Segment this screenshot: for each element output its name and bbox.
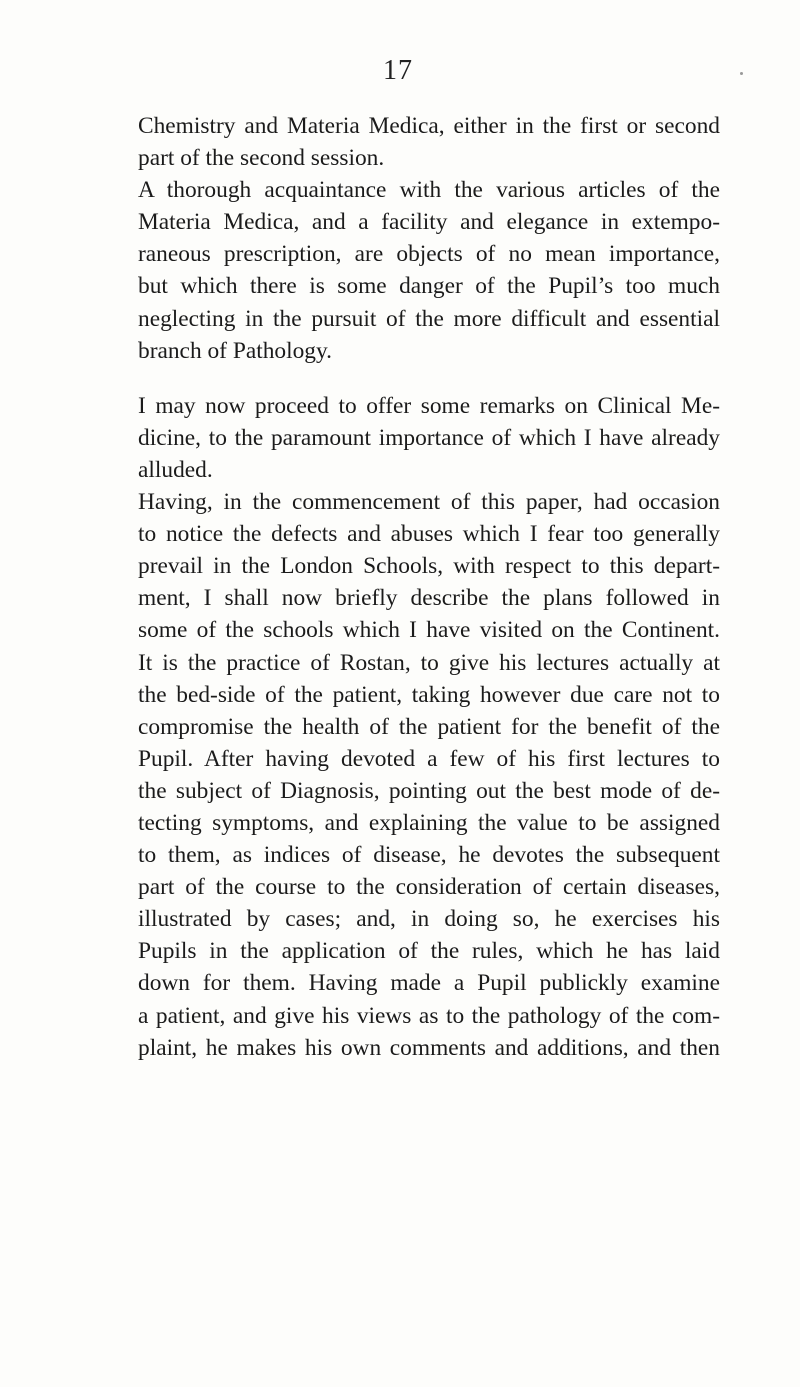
paragraph-3: [138, 390, 720, 486]
text-line: the bed-side of the patient, taking however due care not to: [138, 681, 720, 708]
text-line: alluded.: [138, 456, 213, 483]
paragraph-2: [138, 174, 720, 367]
text-line: dicine, to the paramount importance of which I have already: [138, 424, 720, 451]
margin-speck: [740, 72, 743, 75]
text-line: branch of Pathology.: [138, 337, 333, 364]
paragraph-gap: [138, 367, 720, 390]
text-line: but which there is some danger of the Pupil’s too much: [138, 273, 720, 300]
text-line: I may now proceed to offer some remarks on Clinical Me-: [138, 392, 720, 419]
text-line: a patient, and give his views as to the pathology of the com-: [138, 1002, 720, 1029]
text-line: Having, in the commencement of this paper, had occasion: [138, 489, 720, 516]
paragraph-4: [138, 486, 720, 1064]
text-line: some of the schools which I have visited on the Continent.: [138, 617, 720, 644]
text-line: tecting symptoms, and explaining the value to be assigned: [138, 809, 720, 836]
text-line: down for them. Having made a Pupil publickly examine: [138, 970, 720, 997]
text-line: part of the course to the consideration of certain diseases,: [138, 874, 720, 901]
text-line: compromise the health of the patient for the benefit of the: [138, 713, 720, 740]
text-line: to notice the defects and abuses which I fear too generally: [138, 521, 720, 548]
page-body-text: [138, 110, 720, 1064]
text-line: ment, I shall now briefly describe the plans followed in: [138, 585, 720, 612]
text-line: A thorough acquaintance with the various articles of the: [138, 177, 720, 204]
text-line: Materia Medica, and a facility and elegance in extempo-: [138, 209, 720, 236]
text-line: It is the practice of Rostan, to give his lectures actually at: [138, 649, 720, 676]
text-line: neglecting in the pursuit of the more difficult and essential: [138, 305, 720, 332]
text-line: raneous prescription, are objects of no mean importance,: [138, 241, 720, 268]
text-line: part of the second session.: [138, 145, 385, 172]
text-line: prevail in the London Schools, with respect to this depart-: [138, 553, 720, 580]
text-line: the subject of Diagnosis, pointing out the best mode of de-: [138, 777, 720, 804]
page-number: 17: [383, 55, 413, 86]
text-line: illustrated by cases; and, in doing so, he exercises his: [138, 906, 720, 933]
text-line: Pupil. After having devoted a few of his first lectures to: [138, 745, 720, 772]
paragraph-1: [138, 110, 720, 174]
text-line: Pupils in the application of the rules, which he has laid: [138, 938, 720, 965]
text-line: Chemistry and Materia Medica, either in the first or second: [138, 113, 720, 139]
text-line: plaint, he makes his own comments and additions, and then: [138, 1034, 720, 1061]
text-line: to them, as indices of disease, he devotes the subsequent: [138, 842, 720, 869]
